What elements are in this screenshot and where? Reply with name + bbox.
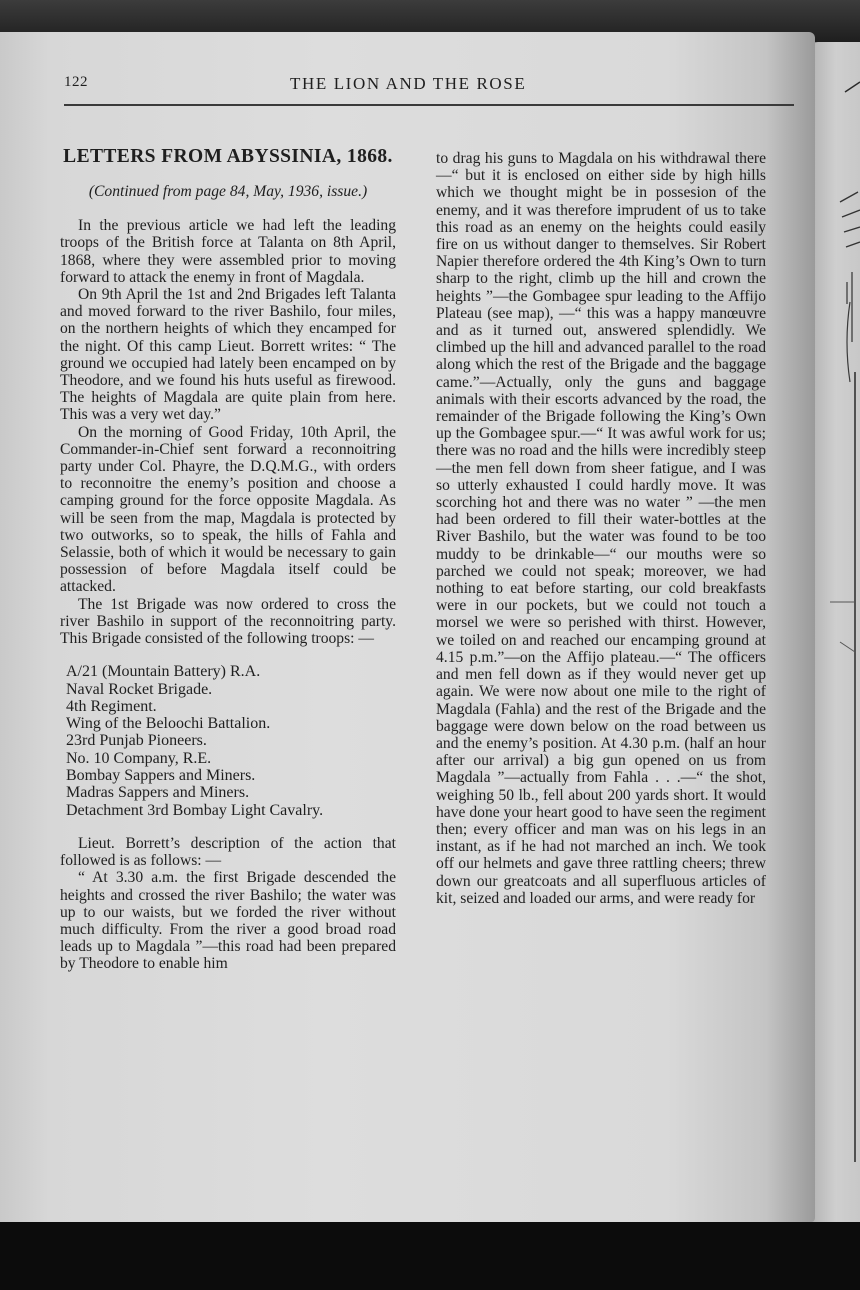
troop-item: No. 10 Company, R.E. xyxy=(66,749,212,767)
troop-item: 23rd Punjab Pioneers. xyxy=(66,732,207,750)
paragraph: Lieut. Borrett’s description of the action that followed is as follows: — xyxy=(60,834,396,870)
paragraph: On the morning of Good Friday, 10th April, the Commander-in-Chief sent forward a reconnoitring party under Col. Phayre, the D.Q.M.G., with orders to reconnoitre the enemy’s position and choose a camping ground for the force opposite Magdala. As will be seen from the map, Magdala is protected by two outworks, so to speak, the hills of Fahla and Selassie, both of which it would be necessary to gain possession of before Magdala itself could be attacked. xyxy=(60,423,396,596)
paragraph: to drag his guns to Magdala on his withdrawal there—“ but it is enclosed on either side by high hills which we thought might be in possesion of the enemy, and it was therefore imprudent of us to take this road as an enemy on the heights could easily fire on us without danger to themselves. Sir Robert Napier therefore ordered the 4th King’s Own to turn sharp to the right, climb up the hill and crown the heights ”—the Gombagee spur leading to the Affijo Plateau (see map), —“ this was a happy manœuvre and as it turned out, answered splendidly. We climbed up the hill and advanced parallel to the road along which the rest of the Brigade and the baggage came.”—Actually, only the guns and baggage animals with their escorts advanced by the road, the remainder of the Brigade following the King’s Own up the Gombagee spur.—“ It was awful work for us; there was no road and the hills were incredibly steep—the men fell down from sheer fatigue, and I was so utterly exhausted I could hardly move. It was scorching hot and there was no water ” —the men had been ordered to fill their water-bottles at the River Bashilo, but the water was found to be too muddy to be drinkable—“ our mouths were so parched we could not speak; moreover, we had nothing to eat before starting, our cold breakfasts were in our pockets, but we could not touch a morsel we were so perished with thirst. However, we toiled on and reached our encamping ground at 4.15 p.m.”—on the Affijo plateau.—“ The officers and men fell down as if they would never get up again. We were now about one mile to the right of Magdala (Fahla) and the rest of the Brigade and the baggage were down below on the road between us and the enemy’s position. At 4.30 p.m. (half an hour after our arrival) a big gun opened on us from Magdala ”—actually from Fahla . . .—“ the shot, weighing 50 lb., fell about 200 yards short. It would have done your heart good to have seen the regiment then; every officer and man was on his legs in an instant, as if he had not marched an inch. We took off our helmets and gave three rattling cheers; threw down our greatcoats and all superfluous articles of kit, seized and loaded our arms, and were ready for xyxy=(436,150,766,907)
troops-list xyxy=(66,663,396,819)
troop-item: Wing of the Beloochi Battalion. xyxy=(66,715,271,733)
paragraph: The 1st Brigade was now ordered to cross the river Bashilo in support of the reconnoitring party. This Brigade consisted of the following troops: — xyxy=(60,595,396,648)
troop-item: A/21 (Mountain Battery) R.A. xyxy=(66,663,261,681)
troop-item: Madras Sappers and Miners. xyxy=(66,784,250,802)
paragraph: In the previous article we had left the leading troops of the British force at Talanta on 8th April, 1868, where they were assembled prior to moving forward to attack the enemy in front of Magdala. xyxy=(60,217,396,286)
continued-note: (Continued from page 84, May, 1936, issue.) xyxy=(88,183,368,200)
troop-item: Detachment 3rd Bombay Light Cavalry. xyxy=(66,801,324,819)
running-head: THE LION AND THE ROSE xyxy=(290,74,527,93)
paragraph: On 9th April the 1st and 2nd Brigades left Talanta and moved forward to the river Bashilo, four miles, on the northern heights of which they encamped for the night. Of this camp Lieut. Borrett writes: “ The ground we occupied had lately been encamped on by Theodore, and we found his huts useful as firewood. The heights of Magdala are quite plain from here. This was a very wet day.” xyxy=(60,286,396,424)
page-number: 122 xyxy=(64,74,88,90)
article-title: LETTERS FROM ABYSSINIA, 1868. xyxy=(63,146,393,167)
troop-item: 4th Regiment. xyxy=(66,697,157,715)
paragraph: “ At 3.30 a.m. the first Brigade descended the heights and crossed the river Bashilo; the water was up to our waists, but we forded the river without much difficulty. From the river a good broad road leads up to Magdala ”—this road had been prepared by Theodore to enable him xyxy=(60,869,396,973)
troop-item: Bombay Sappers and Miners. xyxy=(66,767,256,785)
left-column xyxy=(60,116,396,973)
page-header xyxy=(64,74,788,102)
right-column xyxy=(436,116,766,907)
header-rule xyxy=(64,104,794,106)
troop-item: Naval Rocket Brigade. xyxy=(66,680,213,698)
